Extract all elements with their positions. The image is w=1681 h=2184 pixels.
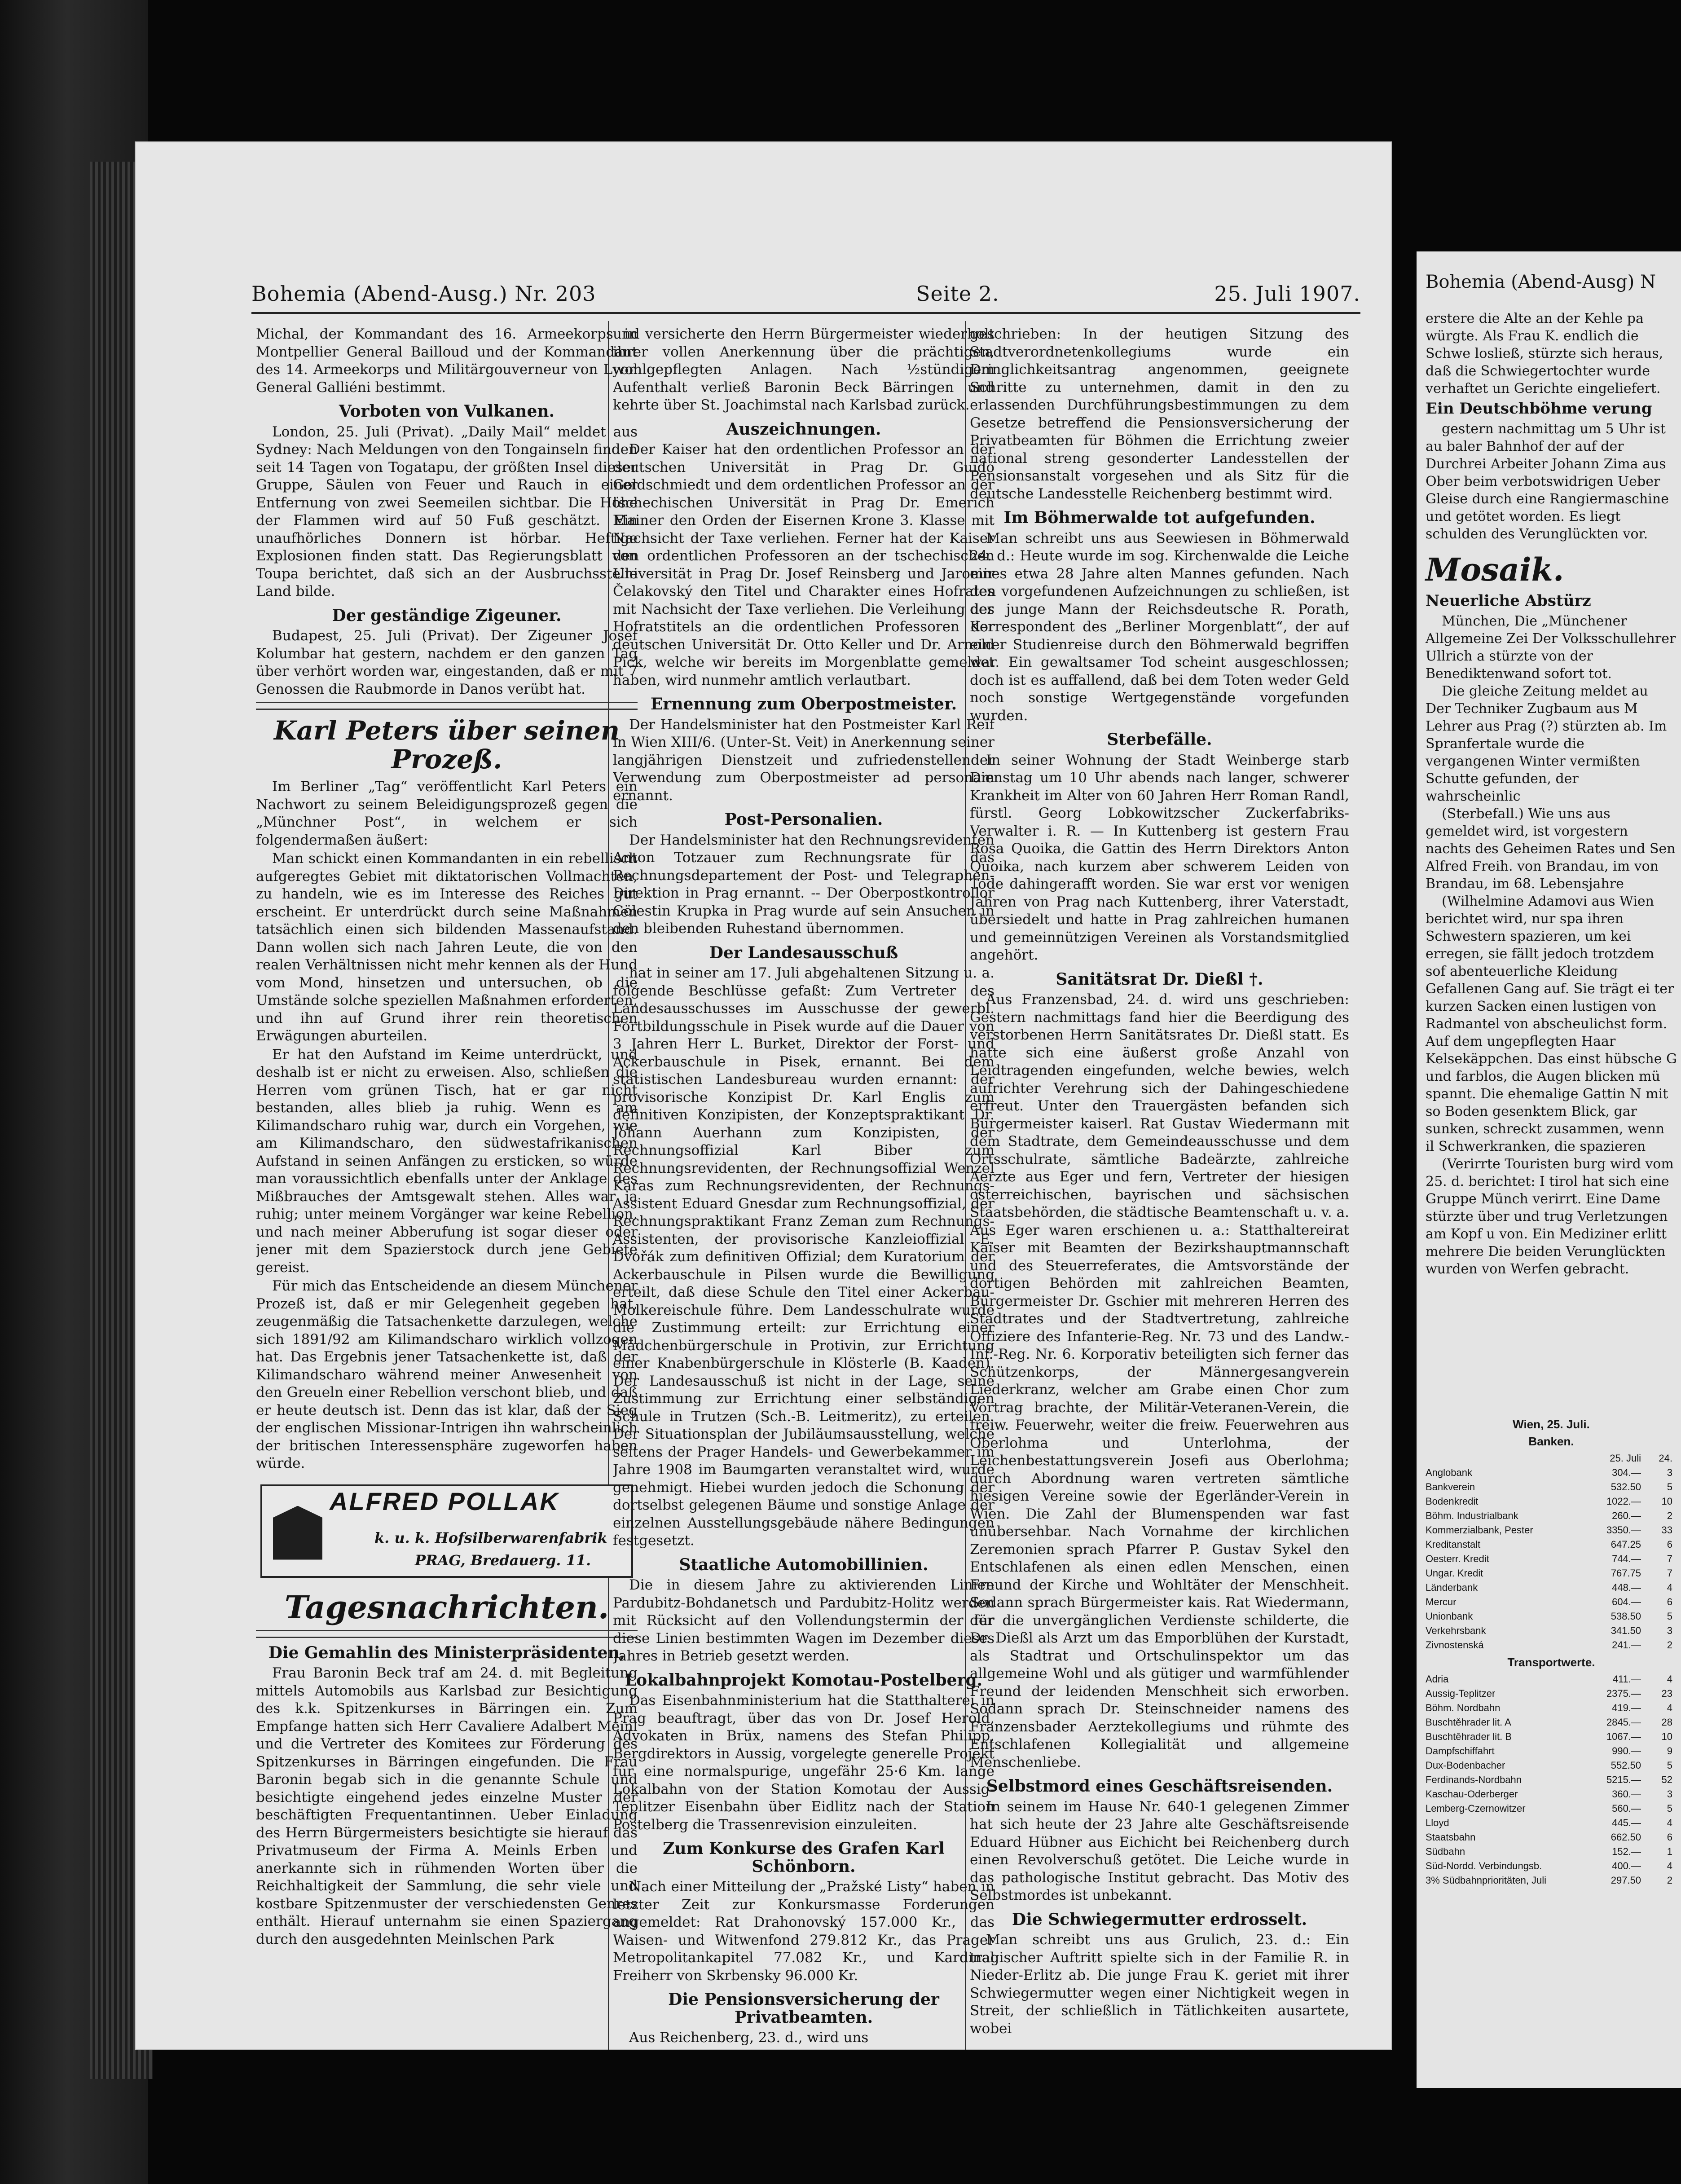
table-cell: 4 — [1667, 1860, 1672, 1871]
headline: Sterbefälle. — [1107, 730, 1212, 749]
facing-page — [1417, 251, 1681, 2088]
table-row — [1426, 1672, 1677, 1686]
table-cell: 1 — [1667, 1846, 1672, 1857]
paragraph: Der Handelsminister hat den Rechnungsrevidenten Anton Totzauer zum Rechnungsrate für das Rechnungsdepartement der Post- und Telegraphen-Direktion in Prag ernannt. -- Der Oberpostkontrollor Cölestin Krupka in Prag wurde auf sein Ansuchen in den bleibenden Ruhestand übernommen. — [613, 832, 995, 937]
paragraph: Frau Baronin Beck traf am 24. d. mit Begleitung mittels Automobils aus Karlsbad zur Besichtigung des k.k. Spitzenkurses in Bärringen ein. Zum Empfange hatten sich Herr Cavaliere Adalbert Meinl und die Vertreter des Komitees zur Förderung des Spitzenkurses in Bärringen eingefunden. Die Frau Baronin begab sich in die genannte Schule und besichtigte eingehend jedes einzelne Muster der beschäftigten Frequentantinnen. Ueber Einladung des Herrn Bürgermeisters besichtigte sie hierauf das Privatmuseum der Firma A. Meinls Erben und anerkannte sich in rühmenden Worten über die Reichhaltigkeit der Sammlung, die sehr viele und kostbare Spitzenmuster der verschiedensten Genres enthält. Hierauf unternahm sie einen Spaziergang durch den ausgedehnten Meinlschen Park — [256, 1665, 638, 1947]
table-cell: 9 — [1667, 1745, 1672, 1757]
paragraph: (Sterbefall.) Wie uns aus gemeldet wird, ist vorgestern nachts des Geheimen Rates und Sen Alfred Freih. von Brandau, im von Brandau, im 68. Lebensjahre — [1426, 806, 1676, 892]
table-row — [1426, 1686, 1677, 1701]
table-cell: 3 — [1667, 1625, 1672, 1636]
table-cell: 538.50 — [1611, 1611, 1641, 1622]
page-number: Seite 2. — [916, 282, 999, 306]
table-cell: 4 — [1667, 1582, 1672, 1593]
table-row — [1426, 1859, 1677, 1873]
headline: Selbstmord eines Geschäftsreisenden. — [986, 1777, 1333, 1796]
section-title: Tagesnachrichten. — [284, 1588, 609, 1626]
table-cell: 662.50 — [1611, 1832, 1641, 1843]
table-cell: 28 — [1661, 1717, 1672, 1728]
paragraph: Aus Franzensbad, 24. d. wird uns geschrieben: Gestern nachmittags fand hier die Beerdigung des verstorbenen Herrn Sanitätsrates Dr. Dießl statt. Es hatte sich eine äußerst große Anzahl von Leidtragenden eingefunden, welche bewies, welch aufrichter Verehrung sich der Dahingeschiedene erfreut. Unter den Trauergästen befanden sich Bürgermeister kaiserl. Rat Gustav Wiedermann mit dem Stadtrate, dem Gemeindeausschusse und dem Ortsschulrate, sämtliche Badeärzte, zahlreiche Aerzte aus Eger und fern, Vertreter der hiesigen österreichischen, bayrischen und sächsischen Staatsbehörden, die städtische Beamtenschaft u. v. a. Aus Eger waren erschienen u. a.: Statthaltereirat Kaiser mit Beamten der Bezirkshauptmannschaft und des Steuerreferates, die Amtsvorstände der dortigen Behörden mit zahlreichen Beamten, Bürgermeister Dr. Gschier mit mehreren Herren des Stadtrates und der Stadtvertretung, zahlreiche Offiziere des Infanterie-Reg. Nr. 73 und des Landw.-Inf.-Reg. Nr. 6. Korporativ beteiligten sich ferner das Schützenkorps, der Männergesangverein Liederkranz, welcher am Grabe einen Chor zum Vortrag brachte, der Militär-Veteranen-Verein, die freiw. Feuerwehr, weiter die freiw. Feuerwehren aus Oberlohma und Unterlohma, der Leichenbestattungsverein Josefi aus Oberlohma; durch Abordnung waren vertreten sämtliche hiesigen Vereine sowie der Egerländer-Verein in Wien. Die Zahl der Blumenspenden war fast unübersehbar. Nach Vornahme der kirchlichen Zeremonien sprach Pfarrer P. Gustav Sykel den Entschlafenen als einen edlen Menschen, einen Freund der Kirche und Wohltäter der Menschheit. Sodann sprach Bürgermeister kais. Rat Wiedermann, der die unvergänglichen Verdienste schilderte, die Dr. Dießl als Arzt um das Emporblühen der Kurstadt, als Stadtrat und Ortschulinspektor um das allgemeine Wohl und als gütiger und warmfühlender Freund der leidenden Menschheit sich erworben. Sodann sprach Dr. Steinschneider namens des Franzensbader Aerztekollegiums und rühmte des Entschlafenen Kollegialität und allgemeine Menschenliebe. — [970, 991, 1349, 1770]
table-cell: 744.— — [1612, 1553, 1641, 1564]
paragraph: erstere die Alte an der Kehle pa würgte. Als Frau K. endlich die Schwe losließ, stürzte sich heraus, daß die Schwiegertochter wurde verhaftet un Gerichte eingeliefert. — [1426, 311, 1663, 396]
table-row — [1426, 1523, 1677, 1537]
table-cell: Dampfschiffahrt — [1426, 1745, 1495, 1757]
table-row — [1426, 1494, 1677, 1509]
paragraph: Das Eisenbahnministerium hat die Statthalterei in Prag beauftragt, über das von Dr. Josef Herold, Advokaten in Brüx, namens des Stefan Philipp, Bergdirektors in Aussig, vorgelegte generelle Projekt für eine normalspurige, ungefähr 25·6 Km. lange Lokalbahn von der Station Komotau der Aussig-Teplitzer Eisenbahn über Eidlitz nach der Station Postelberg die Trassenrevision einzuleiten. — [613, 1692, 995, 1833]
table-cell: 1022.— — [1606, 1496, 1641, 1507]
headline: Im Böhmerwalde tot aufgefunden. — [1003, 508, 1316, 527]
table-row — [1426, 1773, 1677, 1787]
paragraph: London, 25. Juli (Privat). „Daily Mail“ meldet aus Sydney: Nach Meldungen von den Tongainseln finden seit 14 Tagen von Togatapu, der größten Insel dieser Gruppe, Säulen von Feuer und Rauch in einer Entfernung von zwei Seemeilen sichtbar. Die Höhe der Flammen wird auf 50 Fuß geschätzt. Ein unaufhörliches Donnern ist hörbar. Heftige Explosionen finden statt. Das Regierungsblatt von Toupa berichtet, daß sich an der Ausbruchsstelle Land bilde. — [256, 423, 638, 599]
table-cell: Adria — [1426, 1673, 1449, 1685]
table-row — [1426, 1466, 1677, 1480]
headline: Sanitätsrat Dr. Dießl †. — [1056, 969, 1263, 989]
table-row — [1426, 1845, 1677, 1859]
table-cell: 560.— — [1612, 1803, 1641, 1814]
table-cell: 5 — [1667, 1481, 1672, 1493]
column-3 — [970, 326, 1349, 2050]
table-cell: 7 — [1667, 1553, 1672, 1564]
paragraph: Man schreibt uns aus Seewiesen in Böhmerwald 24. d.: Heute wurde im sog. Kirchenwalde die Leiche eines etwa 28 Jahre alten Mannes gefunden. Nach den vorgefundenen Aufzeichnungen zu schließen, ist der junge Mann der Reichsdeutsche R. Porath, Korrespondent des „Berliner Morgenblatt“, der auf einer Studienreise durch den Böhmerwald begriffen war. Ein gewaltsamer Tod scheint ausgeschlossen; doch ist es auffallend, daß bei dem Toten weder Geld noch sonstige Wertgegenstände vorgefunden wurden. — [970, 530, 1349, 724]
table-cell: 604.— — [1612, 1596, 1641, 1607]
issue-date: 25. Juli 1907. — [1214, 282, 1360, 306]
table-cell: Ungar. Kredit — [1426, 1568, 1483, 1579]
table-cell: 5 — [1667, 1760, 1672, 1771]
paragraph: Der Handelsminister hat den Postmeister Karl Reif in Wien XIII/6. (Unter-St. Veit) in Anerkennung seiner langjährigen Dienstzeit und zufriedenstellender Verwendung zum Oberpostmeister ad personam ernannt. — [613, 716, 995, 804]
table-cell: 5215.— — [1606, 1774, 1641, 1785]
column-header: 25. Juli — [1610, 1453, 1641, 1464]
table-row — [1426, 1581, 1677, 1595]
headline: Die Schwiegermutter erdrosselt. — [1012, 1910, 1307, 1929]
table-cell: Anglobank — [1426, 1467, 1472, 1478]
table-cell: Lloyd — [1426, 1817, 1449, 1828]
paragraph: geschrieben: In der heutigen Sitzung des Stadtverordnetenkollegiums wurde ein Dringlichkeitsantrag angenommen, geeignete Schritte zu unternehmen, damit in den zu erlassenden Durchführungsbestimmungen zu dem Gesetze betreffend die Pensionsversicherung der Privatbeamten für Böhmen die Errichtung zweier national streng gesonderter Landesstellen der Pensionsanstalt vorgesehen und als Sitz für die deutsche Landesstelle Reichenberg bestimmt wird. — [970, 326, 1349, 502]
table-cell: 400.— — [1612, 1860, 1641, 1871]
table-cell: 52 — [1661, 1774, 1672, 1785]
paragraph: Nach einer Mitteilung der „Pražské Listy“ haben in letzter Zeit zur Konkursmasse Forderungen angemeldet: Rat Drahonovský 157.000 Kr., das Waisen- und Witwenfond 279.812 Kr., das Prager Metropolitankapitel 77.082 Kr., und Kardinal Freiherr von Skrbensky 96.000 Kr. — [613, 1879, 995, 1984]
table-row — [1426, 1873, 1677, 1888]
table-cell: 3350.— — [1606, 1524, 1641, 1536]
ad-company: ALFRED POLLAK — [330, 1487, 559, 1515]
table-row — [1426, 1801, 1677, 1816]
table-cell: 647.25 — [1611, 1539, 1641, 1550]
table-cell: Aussig-Teplitzer — [1426, 1688, 1496, 1699]
table-cell: 4 — [1667, 1673, 1672, 1685]
paragraph: Man schreibt uns aus Grulich, 23. d.: Ein tragischer Auftritt spielte sich in der Familie R. in Nieder-Erlitz ab. Die junge Frau K. geriet mit ihrer Schwiegermutter wegen einer Nichtigkeit wegen in Streit, der schließlich in Tätlichkeiten ausartete, wobei — [970, 1932, 1349, 2037]
headline: Zum Konkurse des Grafen Karl Schönborn. — [663, 1839, 945, 1876]
table-cell: Unionbank — [1426, 1611, 1473, 1622]
paragraph: Er hat den Aufstand im Keime unterdrückt, und deshalb ist er nicht zu erweisen. Also, schließen die Herren vom grünen Tisch, hat er gar nicht bestanden, alles blieb ja ruhig. Wenn es am Kilimandscharo ruhig war, durch ein Vorgehen, wie am Kilimandscharo, den südwestafrikanischen Aufstand in seinen Anfängen zu ersticken, so würde man voraussichtlich ebenfalls unter der Anklage des Mißbrauches der Amtsgewalt stehen. Alles war ja ruhig; unter meinem Vorgänger war keine Rebellion, und nach meiner Abberufung ist sogar dieser oder jener mit dem Spazierstock durch jene Gebiete gereist. — [256, 1046, 638, 1276]
headline: Der geständige Zigeuner. — [332, 606, 562, 625]
newspaper-page — [135, 141, 1392, 2050]
paragraph: In seiner Wohnung der Stadt Weinberge starb Dienstag um 10 Uhr abends nach langer, schwerer Krankheit im Alter von 60 Jahren Herr Roman Randl, fürstl. Georg Lobkowitzscher Zuckerfabriks-Verwalter i. R. — In Kuttenberg ist gestern Frau Rosa Quoika, die Gattin des Herrn Direktors Anton Quoika, nach kurzem aber schwerem Leiden von Tode dahingerafft worden. Sie war erst vor wenigen Jahren von Prag nach Kuttenberg, ihrer Vaterstadt, übersiedelt und hatte in Prag zahlreichen humanen und gemeinnützigen Vereinen als Vorstandsmitglied angehört. — [970, 752, 1349, 963]
table-cell: 260.— — [1612, 1510, 1641, 1521]
facing-masthead: Bohemia (Abend-Ausg) N — [1426, 272, 1656, 292]
advertisement — [260, 1484, 633, 1578]
table-cell: 5 — [1667, 1611, 1672, 1622]
headline: Auszeichnungen. — [726, 419, 881, 439]
table-cell: 419.— — [1612, 1702, 1641, 1713]
headline: Lokalbahnprojekt Komotau-Postelberg. — [625, 1670, 983, 1690]
table-cell: 3% Südbahnprioritäten, Juli — [1426, 1875, 1547, 1886]
table-cell: 6 — [1667, 1539, 1672, 1550]
table-cell: Kommerzialbank, Pester — [1426, 1524, 1533, 1536]
table-cell: Bankverein — [1426, 1481, 1475, 1493]
table-cell: 552.50 — [1611, 1760, 1641, 1771]
table-cell: 3 — [1667, 1467, 1672, 1478]
table-cell: 10 — [1661, 1496, 1672, 1507]
table-cell: 360.— — [1612, 1788, 1641, 1800]
headline: Ein Deutschböhme verung — [1426, 400, 1652, 418]
headline: Die Pensionsversicherung der Privatbeamten. — [668, 1990, 939, 2027]
headline: Der Landesausschuß — [709, 943, 898, 962]
headline: Post-Personalien. — [724, 810, 883, 829]
table-cell: Ferdinands-Nordbahn — [1426, 1774, 1522, 1785]
paragraph: (Verirrte Touristen burg wird vom 25. d. berichtet: I tirol hat sich eine Gruppe Münch verirrt. Eine Dame stürzte über und trug Verletzungen am Kopf u von. Ein Mediziner erlitt mehrere Die beiden Verunglückten wurden von Werfen gebracht. — [1426, 1156, 1674, 1277]
feature-headline: Karl Peters über seinen Prozeß. — [273, 715, 620, 775]
table-row — [1426, 1715, 1677, 1730]
table-title: Wien, 25. Juli. — [1513, 1418, 1590, 1431]
table-cell: Buschtěhrader lit. A — [1426, 1717, 1511, 1728]
table-cell: 33 — [1661, 1524, 1672, 1536]
divider — [256, 702, 638, 710]
table-cell: 3 — [1667, 1788, 1672, 1800]
table-row — [1426, 1816, 1677, 1830]
table-cell: 4 — [1667, 1817, 1672, 1828]
paragraph: Aus Reichenberg, 23. d., wird uns — [629, 2030, 869, 2046]
divider — [256, 1630, 638, 1638]
table-cell: 6 — [1667, 1596, 1672, 1607]
table-row — [1426, 1509, 1677, 1523]
table-cell: 1067.— — [1606, 1731, 1641, 1742]
table-cell: 2 — [1667, 1875, 1672, 1886]
table-cell: 341.50 — [1611, 1625, 1641, 1636]
table-subtitle: Banken. — [1528, 1435, 1574, 1448]
table-subtitle: Transportwerte. — [1507, 1656, 1595, 1669]
table-cell: 767.75 — [1611, 1568, 1641, 1579]
paragraph: Die in diesem Jahre zu aktivierenden Linien Pardubitz-Bohdanetsch und Pardubitz-Holitz werden mit Rücksicht auf den Vollendungstermin der für diese Linien bestimmten Wagen im Dezember dieses Jahres in Betrieb gesetzt werden. — [613, 1577, 995, 1664]
crest-icon — [273, 1506, 322, 1560]
table-cell: Lemberg-Czernowitzer — [1426, 1803, 1526, 1814]
table-row — [1426, 1638, 1677, 1652]
table-cell: Böhm. Nordbahn — [1426, 1702, 1501, 1713]
table-cell: 7 — [1667, 1568, 1672, 1579]
paragraph: Budapest, 25. Juli (Privat). Der Zigeuner Josef Kolumbar hat gestern, nachdem er den ganzen Tag über verhört worden war, eingestanden, daß er mit 7 Genossen die Raubmorde in Danos verübt hat. — [256, 628, 638, 697]
table-row — [1426, 1758, 1677, 1773]
paragraph: München, Die „Münchener Allgemeine Zei Der Volksschullehrer Ullrich a stürzte von der Benediktenwand sofort tot. — [1426, 613, 1676, 682]
table-cell: 152.— — [1612, 1846, 1641, 1857]
paragraph: hat in seiner am 17. Juli abgehaltenen Sitzung u. a. folgende Beschlüsse gefaßt: Zum Vertreter des Landesausschusses im Ausschusse der gewerbl. Fortbildungsschule in Pisek wurde auf die Dauer von 3 Jahren Herr L. Burket, Direktor der Forst- und Ackerbauschule in Pisek, ernannt. Bei dem statistischen Landesbureau wurden ernannt: der provisorische Konzipist Dr. Karl Englis zum definitiven Konzipisten, der Konzeptspraktikant Dr. Johann Auerhann zum Konzipisten, der Rechnungsoffizial Karl Biber zum Rechnungsrevidenten, der Rechnungsoffizial Wenzel Karas zum Rechnungsrevidenten, der Rechnungs-Assistent Eduard Gnesdar zum Rechnungsoffizial, der Rechnungspraktikant Franz Zeman zum Rechnungs-Assistenten, der provisorische Kanzleioffizial E. Dvořák zum definitiven Offizial; dem Kuratorium der Ackerbauschule in Pilsen wurde die Bewilligung erteilt, daß diese Schule den Titel einer Ackerbau-Molkereischule führe. Dem Landesschulrate wurde die Zustimmung erteilt: zur Errichtung einer Mädchenbürgerschule in Protivin, zur Errichtung einer Knabenbürgerschule in Klösterle (B. Kaaden). Der Landesausschuß ist nicht in der Lage, seine Zustimmung zur Errichtung einer selbständigen Schule in Trutzen (Sch.-B. Leitmeritz), zu erteilen. Der Situationsplan der Jubiläumsausstellung, welche seitens der Prager Handels- und Gewerbekammer im Jahre 1908 im Baumgarten veranstaltet wird, wurde genehmigt. Hiebei wurden jedoch die Schonung der dortselbst gelegenen Bäume und sonstige Anlage der einzelnen Ausstellungsgebäude nähere Bedingungen festgesetzt. — [613, 965, 995, 1549]
stock-table — [1426, 1414, 1677, 1888]
masthead: Bohemia (Abend-Ausg.) Nr. 203 — [251, 282, 596, 306]
column-2 — [613, 326, 995, 2050]
table-row — [1426, 1701, 1677, 1715]
table-cell: 2845.— — [1606, 1717, 1641, 1728]
table-cell: Böhm. Industrialbank — [1426, 1510, 1518, 1521]
table-row — [1426, 1787, 1677, 1801]
table-cell: 2375.— — [1606, 1688, 1641, 1699]
table-cell: 304.— — [1612, 1467, 1641, 1478]
ad-subtitle: k. u. k. Hofsilberwarenfabrik — [374, 1529, 607, 1546]
headline: Ernennung zum Oberpostmeister. — [650, 695, 957, 713]
banks-list — [1426, 1466, 1677, 1652]
section-title: Mosaik. — [1426, 551, 1564, 588]
paragraph: und versicherte den Herrn Bürgermeister wiederholt ihrer vollen Anerkennung über die prächtigen, wohlgepflegten Anlagen. Nach ½stündigem Aufenthalt verließ Baronin Beck Bärringen und kehrte über St. Joachimstal nach Karlsbad zurück. — [613, 326, 995, 413]
paragraph: Für mich das Entscheidende an diesem Münchener Prozeß ist, daß er mir Gelegenheit gegeben hat, zeugenmäßig die Tatsachenkette darzulegen, welche sich 1891/92 am Kilimandscharo wirklich vollzogen hat. Das Ergebnis jener Tatsachenkette ist, daß der Kilimandscharo während meiner Anwesenheit von den Greueln einer Rebellion verschont blieb, und daß er heute deutsch ist. Denn das ist klar, daß der Sieg der englischen Missionar-Intrigen ihn wahrscheinlich der britischen Interessensphäre zugeworfen haben würde. — [256, 1278, 638, 1471]
table-cell: 2 — [1667, 1639, 1672, 1651]
paragraph: Die gleiche Zeitung meldet au Der Techniker Zugbaum aus M Lehrer aus Prag (?) stürzten ab. Im Spranfertale wurde die vergangenen Winter vermißten Schutte gefunden, der wahrscheinlic — [1426, 683, 1667, 804]
table-cell: Dux-Bodenbacher — [1426, 1760, 1505, 1771]
table-cell: 445.— — [1612, 1817, 1641, 1828]
headline: Neuerliche Abstürz — [1426, 592, 1591, 610]
transport-list — [1426, 1672, 1677, 1888]
table-row — [1426, 1552, 1677, 1566]
facing-column — [1426, 310, 1677, 1278]
table-cell: 4 — [1667, 1702, 1672, 1713]
table-cell: Verkehrsbank — [1426, 1625, 1486, 1636]
paragraph: (Wilhelmine Adamovi aus Wien berichtet wird, nur spa ihren Schwestern spazieren, um kei erregen, sie fällt jedoch trotzdem sof abenteuerliche Kleidung Gefallenen Gang auf. Sie trägt ei ter kurzen Sacken einen lustigen von Radmantel von abscheulichst form. Auf dem ungepflegten Haar Kelsekäppchen. Das einst hübsche G und farblos, die Augen blicken mü spannt. Die ehemalige Gattin N mit so Boden gesenktem Blick, gar sunken, schreckt zusammen, wenn il Schwerkranken, die spazieren — [1426, 894, 1677, 1154]
table-row — [1426, 1595, 1677, 1609]
table-cell: Mercur — [1426, 1596, 1457, 1607]
column-1 — [256, 326, 638, 2050]
table-row — [1426, 1609, 1677, 1624]
table-cell: 6 — [1667, 1832, 1672, 1843]
table-cell: 2 — [1667, 1510, 1672, 1521]
page-header — [251, 276, 1360, 314]
table-cell: Süd-Nordd. Verbindungsb. — [1426, 1860, 1542, 1871]
table-row — [1426, 1566, 1677, 1581]
table-cell: Länderbank — [1426, 1582, 1478, 1593]
paragraph: gestern nachmittag um 5 Uhr ist au baler Bahnhof der auf der Durchrei Arbeiter Johann Zima aus Ober beim verbotswidrigen Ueber Gleise durch eine Rangiermaschine und getötet worden. Es liegt schulden des Verunglückten vor. — [1426, 421, 1669, 542]
paragraph: In seinem im Hause Nr. 640-1 gelegenen Zimmer hat sich heute der 23 Jahre alte Geschäftsreisende Eduard Hübner aus Eichicht bei Reichenberg durch einen Revolverschuß getötet. Die Leiche wurde in das pathologische Institut gebracht. Das Motiv des Selbstmordes ist unbekannt. — [970, 1798, 1349, 1903]
headline: Staatliche Automobillinien. — [679, 1555, 929, 1574]
headline: Vorboten von Vulkanen. — [339, 402, 555, 421]
table-cell: 448.— — [1612, 1582, 1641, 1593]
table-row — [1426, 1480, 1677, 1494]
table-cell: Kreditanstalt — [1426, 1539, 1481, 1550]
table-cell: 532.50 — [1611, 1481, 1641, 1493]
table-row — [1426, 1830, 1677, 1845]
table-row — [1426, 1744, 1677, 1758]
column-header: 24. — [1659, 1453, 1672, 1464]
table-cell: 5 — [1667, 1803, 1672, 1814]
table-cell: Kaschau-Oderberger — [1426, 1788, 1518, 1800]
table-cell: Staatsbahn — [1426, 1832, 1476, 1843]
table-cell: Oesterr. Kredit — [1426, 1553, 1489, 1564]
table-cell: Zivnostenská — [1426, 1639, 1484, 1651]
table-cell: Südbahn — [1426, 1846, 1465, 1857]
table-cell: 23 — [1661, 1688, 1672, 1699]
table-cell: 10 — [1661, 1731, 1672, 1742]
table-cell: Bodenkredit — [1426, 1496, 1479, 1507]
paragraph: Michal, der Kommandant des 16. Armeekorps in Montpellier General Bailloud und der Kommandant des 14. Armeekorps und Militärgouverneur von Lyon General Galliéni bestimmt. — [256, 326, 638, 396]
paragraph: Im Berliner „Tag“ veröffentlicht Karl Peters ein Nachwort zu seinem Beleidigungsprozeß gegen die „Münchner Post“, in welchem er sich folgendermaßen äußert: — [256, 779, 638, 848]
table-row — [1426, 1624, 1677, 1638]
table-row — [1426, 1537, 1677, 1552]
table-cell: 241.— — [1612, 1639, 1641, 1651]
table-cell: 297.50 — [1611, 1875, 1641, 1886]
ad-address: PRAG, Bredauerg. 11. — [415, 1551, 591, 1569]
headline: Die Gemahlin des Ministerpräsidenten, — [268, 1643, 625, 1662]
paragraph: Man schickt einen Kommandanten in ein rebellisch aufgeregtes Gebiet mit diktatorischen Vollmachten, zu handeln, wie es im Interesse des Reiches gut erscheint. Er unterdrückt durch seine Maßnahmen tatsächlich einen sich bildenden Massenaufstand. Dann wollen sich nach Jahren Leute, die von den realen Verhältnissen nicht mehr kennen als der Hund vom Mond, hinsetzen und untersuchen, ob die Umstände solche speziellen Maßnahmen erforderten, und ihn auf Grund ihrer rein theoretischen Erwägungen aburteilen. — [256, 850, 638, 1044]
table-cell: 990.— — [1612, 1745, 1641, 1757]
table-row — [1426, 1730, 1677, 1744]
paragraph: Der Kaiser hat den ordentlichen Professor an der deutschen Universität in Prag Dr. Guido Goldschmiedt und dem ordentlichen Professor an der tschechischen Universität in Prag Dr. Emerich Mainer den Orden der Eisernen Krone 3. Klasse mit Nachsicht der Taxe verliehen. Ferner hat der Kaiser den ordentlichen Professoren an der tschechischen Universität in Prag Dr. Josef Reinsberg und Jaromir Čelakovský den Titel und Charakter eines Hofrates mit Nachsicht der Taxe verliehen. Die Verleihung des Hofratstitels an die ordentlichen Professoren der deutschen Universität Dr. Otto Keller und Dr. Arnold Pick, welche wir bereits im Morgenblatte gemeldet haben, wird nunmehr amtlich verlautbart. — [613, 441, 995, 688]
table-header-row — [1426, 1451, 1677, 1466]
table-cell: Buschtěhrader lit. B — [1426, 1731, 1512, 1742]
table-cell: 411.— — [1612, 1673, 1641, 1685]
